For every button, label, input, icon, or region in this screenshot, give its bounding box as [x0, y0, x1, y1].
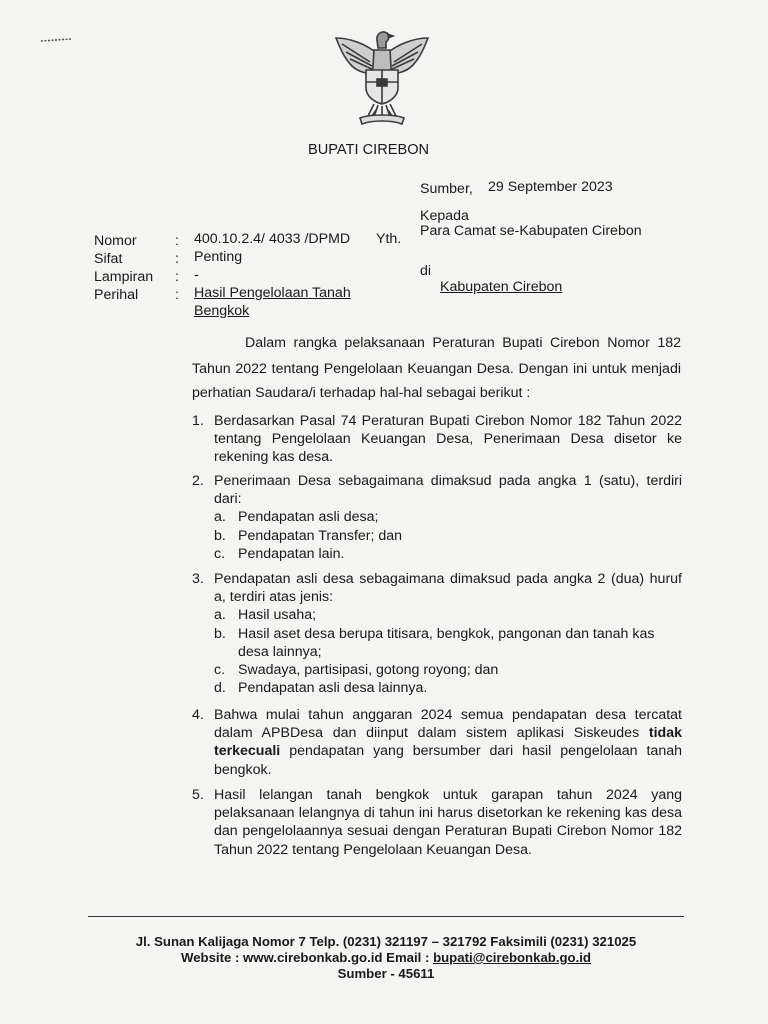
point-text: Penerimaan Desa sebagaimana dimaksud pada angka 1 (satu), terdiri dari:: [214, 473, 682, 508]
meta-label-sifat: Sifat: [94, 251, 123, 267]
yth-label: Yth.: [376, 231, 402, 247]
point-number: 1.: [192, 413, 204, 429]
subpoint-text: Hasil aset desa berupa titisara, bengkok, pangonan dan tanah kas desa lainnya;: [238, 625, 655, 660]
subpoint-item: [214, 625, 682, 661]
point-text-pre: Bahwa mulai tahun anggaran 2024 semua pendapatan desa tercatat dalam APBDesa dan diinput dalam sistem aplikasi Siskeudes: [214, 707, 682, 742]
meta-label-nomor: Nomor: [94, 233, 137, 249]
subpoint-letter: a.: [214, 607, 226, 624]
recipient-location: Kabupaten Cirebon: [440, 279, 563, 295]
point-text: [214, 706, 682, 779]
subpoint-text: Swadaya, partisipasi, gotong royong; dan: [238, 662, 499, 679]
subpoint-item: [214, 606, 682, 624]
subpoint-text: Pendapatan lain.: [238, 545, 345, 562]
point-number: 5.: [192, 787, 204, 803]
date-value: 29 September 2023: [488, 179, 613, 195]
point-list: [192, 412, 682, 467]
subpoint-item: [214, 661, 682, 679]
meta-value-sifat: Penting: [194, 249, 243, 265]
subpoint-item: [214, 545, 682, 563]
footer-email-link[interactable]: bupati@cirebonkab.go.id: [433, 950, 591, 965]
point-list-4: [192, 706, 682, 779]
meta-sep-perihal: :: [175, 287, 179, 303]
meta-sep-lampiran: :: [175, 269, 179, 285]
point-text: Pendapatan asli desa sebagaimana dimaksud pada angka 2 (dua) huruf a, terdiri atas jenis:: [214, 571, 682, 606]
meta-value-perihal: Hasil Pengelolaan Tanah: [194, 285, 351, 301]
subpoint-letter: c.: [214, 662, 226, 679]
subpoint-letter: c.: [214, 545, 226, 562]
footer-contact: [88, 950, 684, 966]
footer-address: Jl. Sunan Kalijaga Nomor 7 Telp. (0231) 321197 – 321792 Faksimili (0231) 321025: [135, 934, 637, 949]
intro-line-2: Tahun 2022 tentang Pengelolaan Keuangan Desa. Dengan ini untuk menjadi: [192, 361, 681, 377]
point-list-2: [192, 472, 682, 563]
footer-divider: [88, 916, 684, 917]
meta-label-lampiran: Lampiran: [94, 269, 154, 285]
subpoint-letter: d.: [214, 680, 226, 697]
subpoint-letter: a.: [214, 509, 226, 526]
intro-line-1: Dalam rangka pelaksanaan Peraturan Bupati Cirebon Nomor 182: [245, 335, 681, 351]
point-number: 3.: [192, 571, 204, 587]
point-list-5: [192, 786, 682, 859]
subpoint-text: Pendapatan asli desa lainnya.: [238, 680, 428, 697]
date-place: Sumber,: [420, 181, 473, 197]
point-text-bold: tidak terkecuali: [214, 725, 682, 760]
intro-line-3: perhatian Saudara/i terhadap hal-hal sebagai berikut :: [192, 385, 531, 401]
pen-mark: [40, 38, 72, 42]
meta-value-perihal-cont: Bengkok: [194, 303, 250, 319]
point-number: 4.: [192, 707, 204, 723]
point-item-3: [192, 570, 682, 697]
point-item-1: [192, 412, 682, 467]
meta-sep-sifat: :: [175, 251, 179, 267]
subpoint-letter: b.: [214, 527, 226, 544]
point-item-5: [192, 786, 682, 859]
meta-value-nomor: 400.10.2.4/ 4033 /DPMD: [194, 231, 351, 247]
point-text: Berdasarkan Pasal 74 Peraturan Bupati Cirebon Nomor 182 Tahun 2022 tentang Pengelolaan Keuangan Desa, Penerimaan Desa disetor ke rekening kas desa.: [214, 413, 682, 466]
kepada-label: Kepada: [420, 208, 469, 224]
institution-title: BUPATI CIREBON: [308, 142, 430, 158]
point-item-4: [192, 706, 682, 779]
meta-label-perihal: Perihal: [94, 287, 139, 303]
subpoint-text: Pendapatan asli desa;: [238, 509, 379, 526]
footer-website: Website : www.cirebonkab.go.id Email :: [180, 950, 430, 965]
subpoint-text: Hasil usaha;: [238, 607, 317, 624]
subpoint-item: [214, 508, 682, 526]
subpoint-text: Pendapatan Transfer; dan: [238, 527, 403, 544]
point-text-post: pendapatan yang bersumber dari hasil pengelolaan tanah bengkok.: [214, 743, 682, 778]
point-list-3: [192, 570, 682, 697]
point-number: 2.: [192, 473, 204, 489]
subpoint-item: [214, 679, 682, 697]
meta-value-lampiran: -: [194, 267, 199, 283]
point-text: Hasil lelangan tanah bengkok untuk garapan tahun 2024 yang pelaksanaan lelangnya di tahun ini harus disetorkan ke rekening kas desa dan pengelolaannya sesuai dengan Peraturan Bupati Cirebon Nomor 182 Tahun 2022 tentang Pengelolaan Keuangan Desa.: [214, 787, 682, 858]
subpoint-item: [214, 527, 682, 545]
point-item-2: [192, 472, 682, 563]
recipient-name: Para Camat se-Kabupaten Cirebon: [420, 223, 642, 239]
meta-sep-nomor: :: [175, 233, 179, 249]
di-label: di: [420, 263, 432, 279]
footer-city: Sumber - 45611: [337, 966, 435, 981]
garuda-emblem-icon: [330, 24, 434, 128]
subpoint-letter: b.: [214, 625, 226, 642]
